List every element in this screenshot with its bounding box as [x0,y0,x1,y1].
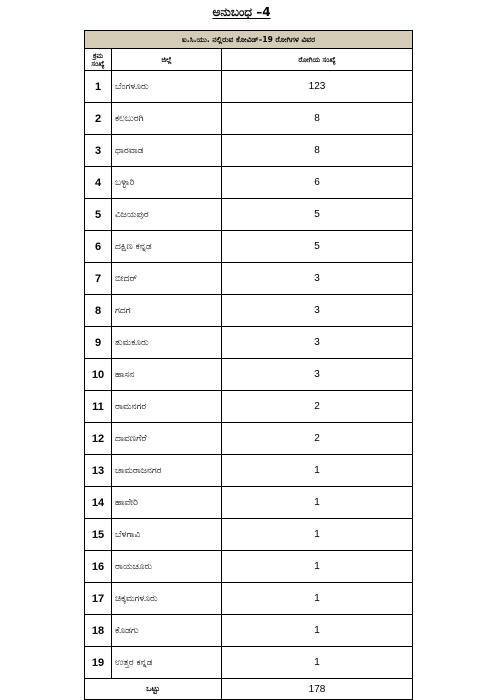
patient-count-cell: 8 [222,103,413,135]
table-row [85,519,413,551]
patient-count-cell: 3 [222,327,413,359]
table-row [85,391,413,423]
serial-number-cell: 12 [85,423,112,455]
patient-count-cell: 3 [222,263,413,295]
serial-number-cell: 6 [85,231,112,263]
table-row [85,327,413,359]
patient-count-cell: 1 [222,519,413,551]
annexure-heading: ಅನುಬಂಧ –4 [212,5,271,19]
header-patient-count: ರೋಗಿಯ ಸಂಖ್ಯೆ [222,49,413,71]
district-name-cell: ಗದಗ [112,295,222,327]
header-district: ಜಿಲ್ಲೆ [112,49,222,71]
table-body [85,71,413,679]
patient-count-cell: 1 [222,647,413,679]
district-name-cell: ಕೊಡಗು [112,615,222,647]
patient-count-cell: 1 [222,551,413,583]
district-name-cell: ವಿಜಯಪುರ [112,199,222,231]
patient-count-cell: 5 [222,199,413,231]
header-serial-line1: ಕ್ರಮ [92,51,104,60]
serial-number-cell: 2 [85,103,112,135]
district-name-cell: ಚಾಮರಾಜನಗರ [112,455,222,487]
header-serial-line2: ಸಂಖ್ಯೆ [91,59,105,68]
patient-count-cell: 6 [222,167,413,199]
district-name-cell: ಬೆಂಗಳೂರು [112,71,222,103]
table-row [85,583,413,615]
serial-number-cell: 3 [85,135,112,167]
serial-number-cell: 8 [85,295,112,327]
district-name-cell: ಉತ್ತರ ಕನ್ನಡ [112,647,222,679]
district-name-cell: ಧಾರವಾಡ [112,135,222,167]
patient-count-cell: 5 [222,231,413,263]
serial-number-cell: 15 [85,519,112,551]
table-row [85,263,413,295]
patient-count-cell: 1 [222,455,413,487]
district-name-cell: ರಾಯಚೂರು [112,551,222,583]
serial-number-cell: 13 [85,455,112,487]
serial-number-cell: 9 [85,327,112,359]
serial-number-cell: 11 [85,391,112,423]
serial-number-cell: 17 [85,583,112,615]
patient-count-cell: 1 [222,583,413,615]
district-name-cell: ಕಲಬುರಗಿ [112,103,222,135]
district-name-cell: ಬಳ್ಳಾರಿ [112,167,222,199]
serial-number-cell: 16 [85,551,112,583]
patient-count-cell: 3 [222,295,413,327]
district-name-cell: ಬೀದರ್ [112,263,222,295]
district-name-cell: ತುಮಕೂರು [112,327,222,359]
serial-number-cell: 19 [85,647,112,679]
district-name-cell: ದಕ್ಷಿಣ ಕನ್ನಡ [112,231,222,263]
table-row [85,231,413,263]
table-row [85,167,413,199]
table-row [85,359,413,391]
table-row [85,423,413,455]
patient-count-cell: 8 [222,135,413,167]
table-row [85,295,413,327]
district-name-cell: ದಾವಣಗೆರೆ [112,423,222,455]
district-name-cell: ಹಾವೇರಿ [112,487,222,519]
table-row [85,487,413,519]
district-name-cell: ಹಾಸನ [112,359,222,391]
serial-number-cell: 5 [85,199,112,231]
table-row [85,647,413,679]
serial-number-cell: 7 [85,263,112,295]
total-label: ಒಟ್ಟು [85,679,222,700]
total-value: 178 [222,679,413,700]
total-row [85,679,413,700]
table-row [85,71,413,103]
serial-number-cell: 1 [85,71,112,103]
table-row [85,103,413,135]
patient-count-cell: 1 [222,487,413,519]
table-row [85,455,413,487]
table-row [85,199,413,231]
district-name-cell: ಬೆಳಗಾವಿ [112,519,222,551]
patient-count-cell: 3 [222,359,413,391]
icu-patients-table [84,30,413,700]
serial-number-cell: 4 [85,167,112,199]
table-row [85,135,413,167]
table-row [85,615,413,647]
patient-count-cell: 1 [222,615,413,647]
serial-number-cell: 14 [85,487,112,519]
patient-count-cell: 2 [222,391,413,423]
patient-count-cell: 2 [222,423,413,455]
table-caption: ಐ.ಸಿ.ಯು. ನಲ್ಲಿರುವ ಕೋವಿಡ್–19 ರೋಗಿಗಳ ವಿವರ [85,31,413,49]
district-name-cell: ಚಿಕ್ಕಮಗಳೂರು [112,583,222,615]
table-header-row [85,49,413,71]
serial-number-cell: 18 [85,615,112,647]
serial-number-cell: 10 [85,359,112,391]
district-name-cell: ರಾಮನಗರ [112,391,222,423]
patient-count-cell: 123 [222,71,413,103]
table-row [85,551,413,583]
header-serial-number [85,49,112,71]
page-title [0,5,483,20]
